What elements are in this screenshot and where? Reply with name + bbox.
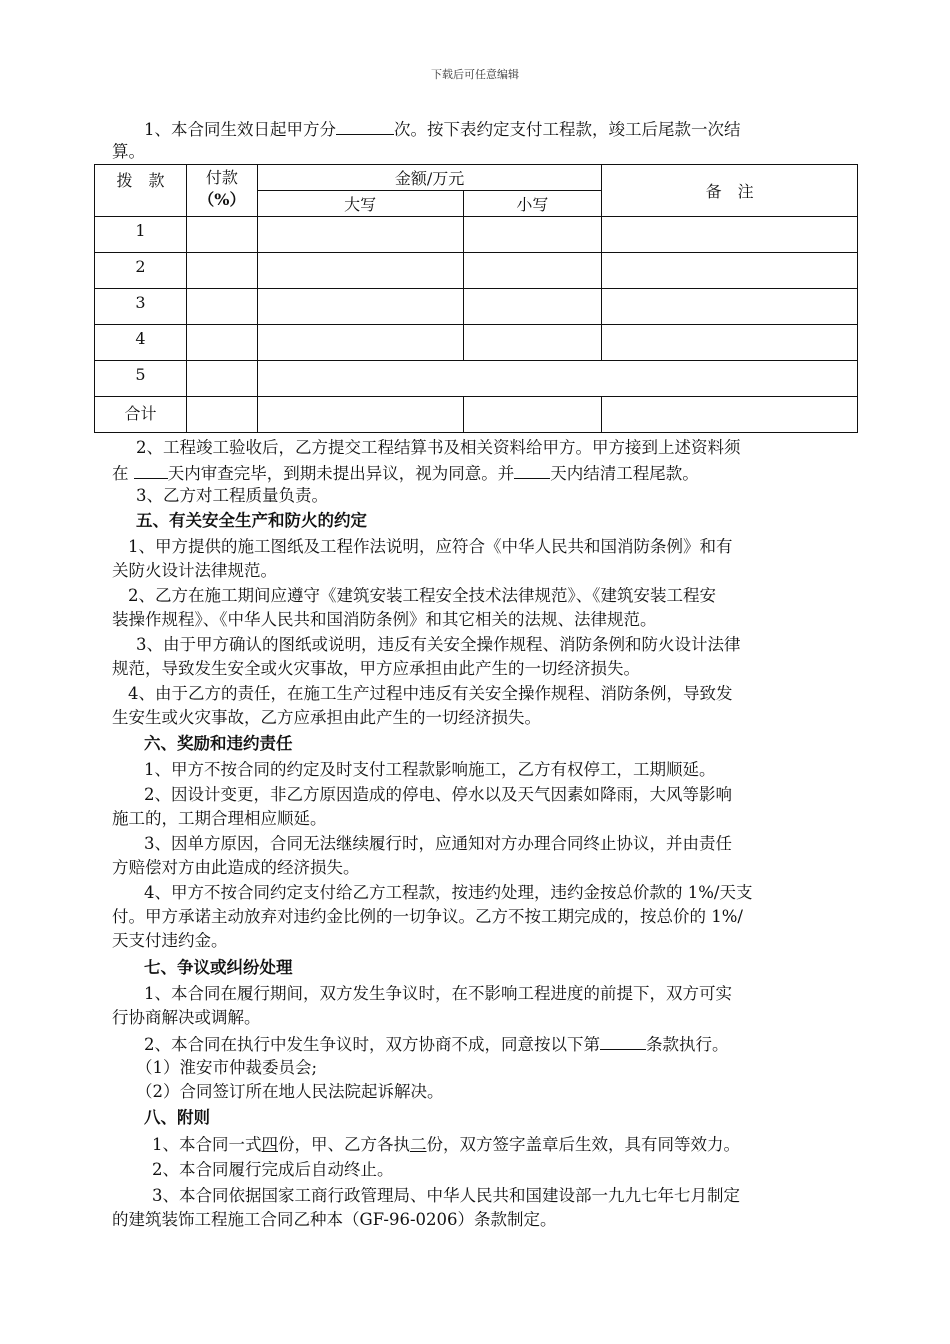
header-percent-label: （%） (198, 190, 246, 209)
copies-total: 四 (261, 1135, 278, 1154)
s6-clause-1: 1、甲方不按合同的约定及时支付工程款影响施工，乙方有权停工，工期顺延。 (144, 760, 716, 779)
page-header: 下载后可任意编辑 (431, 68, 519, 81)
s8-clause-3-line2: 的建筑装饰工程施工合同乙种本（GF-96-0206）条款制定。 (112, 1210, 557, 1229)
s8-clause-2: 2、本合同履行完成后自动终止。 (152, 1160, 394, 1179)
section-6-title: 六、奖励和违约责任 (144, 734, 293, 753)
s6-clause-3-line1: 3、因单方原因，合同无法继续履行时，应通知对方办理合同终止协议，并由责任 (144, 834, 732, 853)
header-daxie: 大写 (257, 191, 463, 217)
s8-clause-1 (112, 1133, 858, 1157)
clause-2-text-a: 在 (112, 464, 129, 483)
section-7-title: 七、争议或纠纷处理 (144, 958, 293, 977)
s7-clause-2 (112, 1031, 858, 1057)
payment-intro-text: 1、本合同生效日起甲方分 (144, 120, 336, 139)
cell-percent-total[interactable] (186, 397, 257, 433)
cell-beizhu-2[interactable] (602, 253, 858, 289)
cell-beizhu-4[interactable] (602, 325, 858, 361)
clause-2-line2 (112, 460, 858, 486)
header-xiaoxie: 小写 (463, 191, 602, 217)
s5-clause-1-line1: 1、甲方提供的施工图纸及工程作法说明，应符合《中华人民共和国消防条例》和有 (128, 537, 733, 556)
clause-2-text-b: 天内审查完毕，到期未提出异议，视为同意。并 (167, 464, 515, 483)
cell-xiaoxie-1[interactable] (463, 217, 602, 253)
section-5-title: 五、有关安全生产和防火的约定 (136, 511, 367, 530)
clause-2-text-c: 天内结清工程尾款。 (550, 464, 699, 483)
row-number-5: 5 (95, 361, 187, 397)
row-total-label: 合计 (95, 397, 187, 433)
s7-clause-1-line2: 行协商解决或调解。 (112, 1008, 261, 1027)
cell-daxie-3[interactable] (257, 289, 463, 325)
header-fukuan (186, 165, 257, 217)
s5-clause-3-line1: 3、由于甲方确认的图纸或说明，违反有关安全操作规程、消防条例和防火设计法律 (136, 635, 741, 654)
cell-percent-5[interactable] (186, 361, 257, 397)
cell-beizhu-1[interactable] (602, 217, 858, 253)
row-number-4: 4 (95, 325, 187, 361)
s7-option-2: （2）合同签订所在地人民法院起诉解决。 (136, 1082, 444, 1101)
cell-beizhu-total[interactable] (602, 397, 858, 433)
s6-clause-4-line1: 4、甲方不按合同约定支付给乙方工程款，按违约处理，违约金按总价款的 1%/天支 (144, 883, 753, 902)
s7-clause-2-text-b: 条款执行。 (646, 1035, 729, 1054)
s6-clause-3-line2: 方赔偿对方由此造成的经济损失。 (112, 858, 360, 877)
review-days-blank[interactable] (134, 460, 168, 479)
s8-clause-1-text-b: 份，甲、乙方各执 (278, 1135, 410, 1154)
section-8-title: 八、附则 (144, 1108, 210, 1127)
s5-clause-4-line2: 生安生或火灾事故，乙方应承担由此产生的一切经济损失。 (112, 708, 541, 727)
cell-xiaoxie-total[interactable] (463, 397, 602, 433)
cell-xiaoxie-3[interactable] (463, 289, 602, 325)
cell-percent-1[interactable] (186, 217, 257, 253)
cell-merged-5[interactable] (257, 361, 857, 397)
cell-percent-4[interactable] (186, 325, 257, 361)
payment-intro-text-2: 次。按下表约定支付工程款，竣工后尾款一次结 (394, 120, 741, 139)
s5-clause-1-line2: 关防火设计法律规范。 (112, 561, 277, 580)
cell-daxie-2[interactable] (257, 253, 463, 289)
row-number-3: 3 (95, 289, 187, 325)
cell-xiaoxie-4[interactable] (463, 325, 602, 361)
cell-daxie-4[interactable] (257, 325, 463, 361)
clause-3: 3、乙方对工程质量负责。 (136, 486, 328, 505)
s8-clause-1-text-c: 份，双方签字盖章后生效，具有同等效力。 (426, 1135, 740, 1154)
s6-clause-4-line3: 天支付违约金。 (112, 931, 228, 950)
s7-option-1: （1）淮安市仲裁委员会; (136, 1058, 318, 1077)
payment-intro-line2: 算。 (112, 142, 145, 161)
s6-clause-4-line2: 付。甲方承诺主动放弃对违约金比例的一切争议。乙方不按工期完成的，按总价的 1%/ (112, 907, 743, 926)
installments-blank[interactable] (336, 116, 394, 135)
header-bokuan: 拨 款 (95, 165, 187, 217)
settle-days-blank[interactable] (514, 460, 550, 479)
s5-clause-4-line1: 4、由于乙方的责任，在施工生产过程中违反有关安全操作规程、消防条例，导致发 (128, 684, 733, 703)
s5-clause-3-line2: 规范，导致发生安全或火灾事故，甲方应承担由此产生的一切经济损失。 (112, 659, 640, 678)
header-jine: 金额/万元 (257, 165, 601, 191)
s5-clause-2-line1: 2、乙方在施工期间应遵守《建筑安装工程安全技术法律规范》、《建筑安装工程安 (128, 586, 716, 605)
payment-table (94, 164, 858, 433)
header-beizhu: 备 注 (602, 165, 858, 217)
s6-clause-2-line2: 施工的，工期合理相应顺延。 (112, 809, 327, 828)
payment-intro (112, 116, 858, 142)
row-number-1: 1 (95, 217, 187, 253)
copies-each: 二 (410, 1135, 427, 1154)
cell-daxie-1[interactable] (257, 217, 463, 253)
s7-clause-2-text-a: 2、本合同在执行中发生争议时，双方协商不成，同意按以下第 (144, 1035, 600, 1054)
s8-clause-3-line1: 3、本合同依据国家工商行政管理局、中华人民共和国建设部一九九七年七月制定 (152, 1186, 740, 1205)
cell-percent-3[interactable] (186, 289, 257, 325)
s7-clause-1-line1: 1、本合同在履行期间，双方发生争议时，在不影响工程进度的前提下，双方可实 (144, 984, 732, 1003)
s5-clause-2-line2: 装操作规程》、《中华人民共和国消防条例》和其它相关的法规、法律规范。 (112, 610, 657, 629)
cell-beizhu-3[interactable] (602, 289, 858, 325)
s8-clause-1-text-a: 1、本合同一式 (152, 1135, 262, 1154)
s6-clause-2-line1: 2、因设计变更，非乙方原因造成的停电、停水以及天气因素如降雨，大风等影响 (144, 785, 732, 804)
clause-2-line1: 2、工程竣工验收后，乙方提交工程结算书及相关资料给甲方。甲方接到上述资料须 (136, 438, 741, 457)
header-fukuan-label: 付款 (205, 168, 238, 187)
cell-percent-2[interactable] (186, 253, 257, 289)
row-number-2: 2 (95, 253, 187, 289)
cell-daxie-total[interactable] (257, 397, 463, 433)
cell-xiaoxie-2[interactable] (463, 253, 602, 289)
clause-choice-blank[interactable] (600, 1031, 646, 1050)
